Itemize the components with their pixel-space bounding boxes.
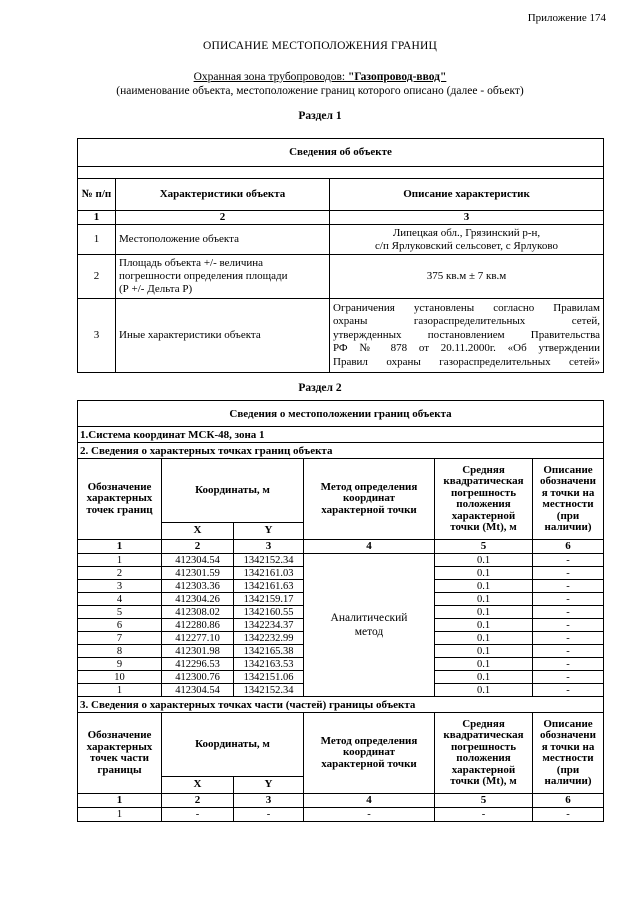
point-y: 1342152.34 bbox=[234, 554, 304, 567]
point-y: 1342165.38 bbox=[234, 645, 304, 658]
header-line: квадратическая bbox=[443, 475, 524, 487]
point-x: 412301.98 bbox=[162, 645, 234, 658]
header-line: погрешность bbox=[450, 740, 517, 753]
header-line: обозначени bbox=[540, 729, 596, 741]
coordinates-header: Координаты, м bbox=[162, 459, 304, 523]
row-characteristic: Иные характеристики объекта bbox=[116, 299, 330, 373]
header-line: точек границ bbox=[86, 503, 153, 516]
num-cell: 1 bbox=[78, 794, 162, 808]
description-line: охраны газораспределительных сетей, bbox=[333, 315, 601, 328]
point-number: 1 bbox=[78, 554, 162, 567]
point-y: 1342159.17 bbox=[234, 593, 304, 606]
point-x: 412300.76 bbox=[162, 671, 234, 684]
point-number: 7 bbox=[78, 632, 162, 645]
col-characteristic-header: Характеристики объекта bbox=[116, 179, 330, 211]
point-y: 1342161.63 bbox=[234, 580, 304, 593]
error-header bbox=[435, 459, 533, 540]
num-cell: 2 bbox=[116, 211, 330, 225]
num-cell: 2 bbox=[162, 794, 234, 808]
spacer-row bbox=[78, 167, 604, 179]
point-number: 5 bbox=[78, 606, 162, 619]
num-cell: 1 bbox=[78, 211, 116, 225]
point-y: 1342161.03 bbox=[234, 567, 304, 580]
point-description: - bbox=[533, 645, 604, 658]
header-line: характерных bbox=[86, 740, 153, 753]
point-x: 412277.10 bbox=[162, 632, 234, 645]
header-line: положения bbox=[456, 498, 511, 510]
header-line: положения bbox=[456, 752, 511, 764]
row-characteristic bbox=[116, 255, 330, 299]
error-header bbox=[435, 713, 533, 794]
object-info-table bbox=[77, 138, 604, 373]
point-description: - bbox=[533, 658, 604, 671]
point-number: 10 bbox=[78, 671, 162, 684]
header-line: (при bbox=[556, 763, 580, 776]
part-point-y: - bbox=[234, 808, 304, 822]
coordinates-header: Координаты, м bbox=[162, 713, 304, 777]
x-header: X bbox=[162, 777, 234, 794]
description-line: Липецкая обл., Грязинский р-н, bbox=[392, 226, 541, 239]
header-line: характерной точки bbox=[321, 503, 417, 516]
point-error: 0.1 bbox=[435, 554, 533, 567]
method-line: метод bbox=[354, 626, 384, 638]
header-line: точек части bbox=[90, 752, 149, 764]
point-y: 1342163.53 bbox=[234, 658, 304, 671]
header-line: я точки на bbox=[541, 486, 595, 499]
header-line: Средняя bbox=[462, 717, 505, 730]
point-number: 2 bbox=[78, 567, 162, 580]
header-line: Описание bbox=[543, 463, 593, 476]
description-line: Ограничения установлены согласно Правилам bbox=[333, 301, 601, 314]
header-line: местности bbox=[542, 498, 594, 510]
point-description: - bbox=[533, 593, 604, 606]
col-number-header: № п/п bbox=[78, 179, 116, 211]
row-description: 375 кв.м ± 7 кв.м bbox=[330, 255, 604, 299]
point-description: - bbox=[533, 567, 604, 580]
description-header bbox=[533, 459, 604, 540]
point-x: 412304.54 bbox=[162, 554, 234, 567]
point-number: 3 bbox=[78, 580, 162, 593]
characteristic-line: Площадь объекта +/- величина bbox=[119, 257, 264, 269]
part-point-x: - bbox=[162, 808, 234, 822]
point-x: 412301.59 bbox=[162, 567, 234, 580]
num-cell: 2 bbox=[162, 540, 234, 554]
header-line: координат bbox=[342, 746, 396, 759]
row-characteristic: Местоположение объекта bbox=[116, 225, 330, 255]
zone-note: (наименование объекта, местоположение границ которого описано (далее - объект) bbox=[116, 85, 524, 97]
x-header: X bbox=[162, 523, 234, 540]
point-description: - bbox=[533, 606, 604, 619]
coordinate-system: 1.Система координат МСК-48, зона 1 bbox=[78, 427, 604, 443]
header-line: наличии) bbox=[544, 521, 592, 533]
num-cell: 5 bbox=[435, 794, 533, 808]
header-line: точки (Mt), м bbox=[450, 521, 517, 533]
point-error: 0.1 bbox=[435, 632, 533, 645]
header-line: границы bbox=[97, 763, 142, 776]
row-number: 2 bbox=[78, 255, 116, 299]
part-point-number: 1 bbox=[78, 808, 162, 822]
row-number: 3 bbox=[78, 299, 116, 373]
point-description: - bbox=[533, 671, 604, 684]
point-error: 0.1 bbox=[435, 606, 533, 619]
header-line: характерных bbox=[86, 492, 153, 505]
part-point-method: - bbox=[304, 808, 435, 822]
point-x: 412280.86 bbox=[162, 619, 234, 632]
point-y: 1342232.99 bbox=[234, 632, 304, 645]
characteristic-line: погрешности определения площади bbox=[119, 270, 288, 282]
point-number: 8 bbox=[78, 645, 162, 658]
header-line: Средняя bbox=[462, 463, 505, 476]
subsection-boundary-points: 2. Сведения о характерных точках границ объекта bbox=[78, 443, 604, 459]
point-x: 412308.02 bbox=[162, 606, 234, 619]
y-header: Y bbox=[234, 523, 304, 540]
point-error: 0.1 bbox=[435, 645, 533, 658]
num-cell: 1 bbox=[78, 540, 162, 554]
document-title: ОПИСАНИЕ МЕСТОПОЛОЖЕНИЯ ГРАНИЦ bbox=[202, 40, 438, 52]
header-line: Метод определения bbox=[320, 480, 418, 493]
point-description: - bbox=[533, 619, 604, 632]
header-line: наличии) bbox=[544, 775, 592, 787]
point-number: 4 bbox=[78, 593, 162, 606]
point-x: 412303.36 bbox=[162, 580, 234, 593]
header-line: Метод определения bbox=[320, 734, 418, 747]
boundary-header: Сведения о местоположении границ объекта bbox=[78, 401, 604, 427]
description-line: РФ № 878 от 20.11.2000г. «Об утверждении bbox=[333, 342, 601, 355]
num-cell: 5 bbox=[435, 540, 533, 554]
header-line: координат bbox=[342, 492, 396, 505]
description-line: утвержденных постановлением Правительства bbox=[333, 328, 601, 341]
point-error: 0.1 bbox=[435, 619, 533, 632]
zone-prefix: Охранная зона трубопроводов: bbox=[193, 71, 348, 83]
point-error: 0.1 bbox=[435, 567, 533, 580]
designation-part-header bbox=[78, 713, 162, 794]
num-cell: 6 bbox=[533, 794, 604, 808]
point-number: 6 bbox=[78, 619, 162, 632]
point-y: 1342151.06 bbox=[234, 671, 304, 684]
appendix-label: Приложение 174 bbox=[527, 12, 606, 24]
description-line: Правил охраны газораспределительных сетей» bbox=[333, 355, 601, 368]
method-value bbox=[304, 554, 435, 697]
part-point-description: - bbox=[533, 808, 604, 822]
num-cell: 4 bbox=[304, 794, 435, 808]
num-cell: 3 bbox=[330, 211, 604, 225]
header-line: характерной bbox=[451, 763, 516, 776]
zone-line bbox=[0, 71, 640, 83]
point-description: - bbox=[533, 554, 604, 567]
part-point-error: - bbox=[435, 808, 533, 822]
zone-name: "Газопровод-ввод" bbox=[347, 71, 447, 83]
header-line: я точки на bbox=[541, 740, 595, 753]
y-header: Y bbox=[234, 777, 304, 794]
point-number: 9 bbox=[78, 658, 162, 671]
point-error: 0.1 bbox=[435, 593, 533, 606]
num-cell: 6 bbox=[533, 540, 604, 554]
method-header bbox=[304, 459, 435, 540]
header-line: квадратическая bbox=[443, 729, 524, 741]
point-number: 1 bbox=[78, 684, 162, 697]
header-line: характерной bbox=[451, 509, 516, 522]
point-x: 412304.26 bbox=[162, 593, 234, 606]
row-description bbox=[330, 299, 604, 373]
point-x: 412296.53 bbox=[162, 658, 234, 671]
object-info-header: Сведения об объекте bbox=[78, 139, 604, 167]
point-y: 1342152.34 bbox=[234, 684, 304, 697]
num-cell: 3 bbox=[234, 794, 304, 808]
header-line: характерной точки bbox=[321, 757, 417, 770]
point-error: 0.1 bbox=[435, 580, 533, 593]
subsection-part-points: 3. Сведения о характерных точках части (частей) границы объекта bbox=[78, 697, 604, 713]
point-description: - bbox=[533, 632, 604, 645]
description-header bbox=[533, 713, 604, 794]
method-line: Аналитический bbox=[330, 612, 408, 624]
header-line: (при bbox=[556, 509, 580, 522]
header-line: Описание bbox=[543, 717, 593, 730]
row-number: 1 bbox=[78, 225, 116, 255]
header-line: обозначени bbox=[540, 475, 596, 487]
num-cell: 4 bbox=[304, 540, 435, 554]
characteristic-line: (Р +/- Дельта Р) bbox=[119, 283, 193, 295]
header-line: Обозначение bbox=[87, 480, 152, 493]
point-description: - bbox=[533, 684, 604, 697]
col-description-header: Описание характеристик bbox=[330, 179, 604, 211]
row-description bbox=[330, 225, 604, 255]
point-x: 412304.54 bbox=[162, 684, 234, 697]
section-1-label: Раздел 1 bbox=[298, 110, 342, 122]
header-line: Обозначение bbox=[87, 729, 152, 741]
point-y: 1342234.37 bbox=[234, 619, 304, 632]
method-header bbox=[304, 713, 435, 794]
header-line: местности bbox=[542, 752, 594, 764]
point-error: 0.1 bbox=[435, 658, 533, 671]
point-error: 0.1 bbox=[435, 684, 533, 697]
num-cell: 3 bbox=[234, 540, 304, 554]
description-line: с/п Ярлуковский сельсовет, с Ярлуково bbox=[375, 239, 558, 252]
boundary-points-table bbox=[77, 400, 604, 822]
header-line: погрешность bbox=[450, 486, 517, 499]
point-y: 1342160.55 bbox=[234, 606, 304, 619]
point-error: 0.1 bbox=[435, 671, 533, 684]
point-description: - bbox=[533, 580, 604, 593]
designation-header bbox=[78, 459, 162, 540]
header-line: точки (Mt), м bbox=[450, 775, 517, 787]
section-2-label: Раздел 2 bbox=[298, 382, 342, 394]
